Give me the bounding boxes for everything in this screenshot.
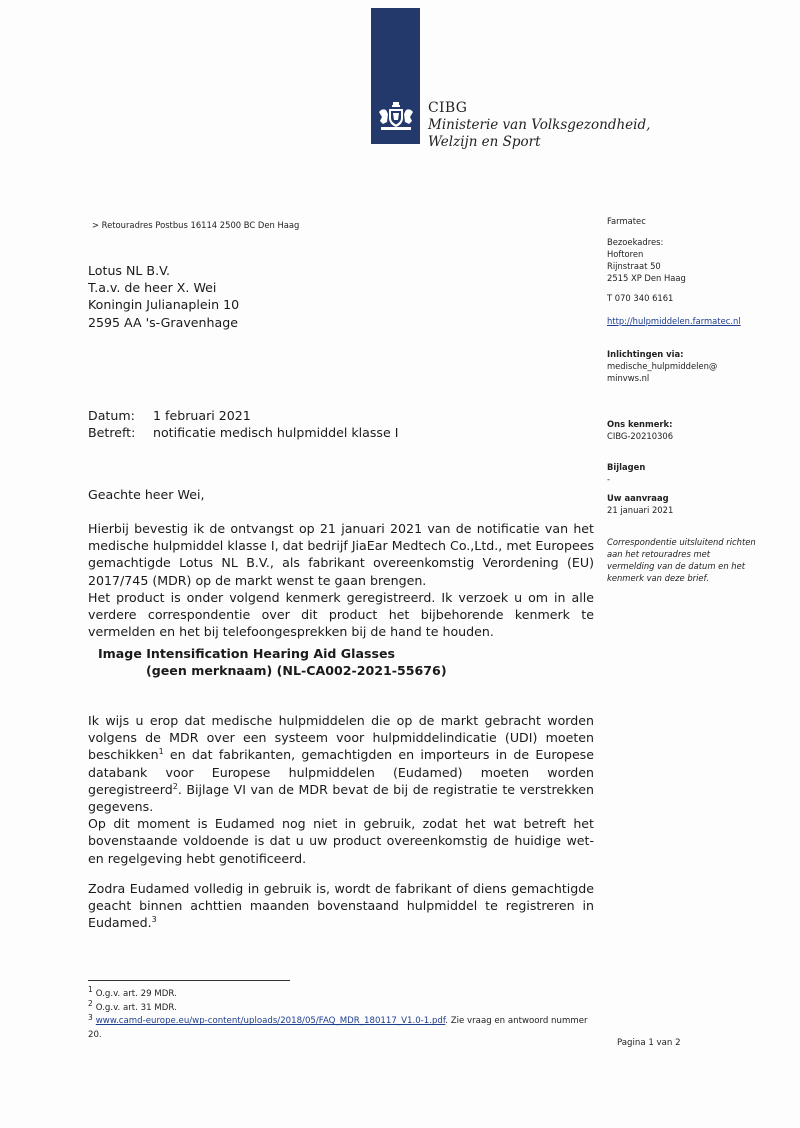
subject-value: notificatie medisch hulpmiddel klasse I [153, 425, 399, 441]
text-segment: Ik wijs u erop dat medische hulpmiddelen die op de markt gebracht worden volgens de MDR over een systeem voor hulpmiddelindicatie (UDI) moeten beschikken [88, 713, 594, 763]
dutch-coat-of-arms-icon [376, 100, 416, 134]
sidebar-attachments [607, 461, 787, 485]
org-abbreviation: CIBG [428, 100, 468, 116]
visit-address-label: Bezoekadres: [607, 237, 664, 247]
sidebar-request [607, 492, 787, 516]
info-email-line2: minvws.nl [607, 373, 650, 383]
paragraph-text: Op dit moment is Eudamed nog niet in gebruik, zodat het wat betreft het bovenstaande voldoende is dat u uw product overeenkomstig de huidige wet- en regelgeving hebt genotificeerd. [88, 816, 594, 866]
reference-value: CIBG-20210306 [607, 431, 674, 441]
paragraph-text [88, 880, 594, 932]
footnote-3 [88, 1012, 588, 1041]
ministry-name-line1: Ministerie van Volksgezondheid, [428, 117, 651, 133]
sidebar-phone: T 070 340 6161 [607, 293, 674, 303]
footnote-number: 2 [88, 998, 93, 1008]
sidebar-visit-address [607, 236, 787, 284]
visit-address-building: Hoftoren [607, 249, 644, 259]
ministry-name-block [428, 100, 650, 151]
paragraph-confirmation [88, 520, 594, 640]
date-value: 1 februari 2021 [153, 408, 251, 423]
recipient-company: Lotus NL B.V. [88, 263, 171, 278]
text-segment: . Bijlage VI van de MDR bevat de bij de registratie te verstrekken gegevens. [88, 781, 594, 815]
attachments-value: - [607, 474, 611, 484]
footnote-separator [88, 980, 290, 981]
footnote-text: O.g.v. art. 31 MDR. [95, 1002, 177, 1013]
sidebar-info [607, 348, 787, 384]
paragraph-registration-deadline [88, 880, 594, 932]
sidebar-correspondence-note: Correspondentie uitsluitend richten aan het retouradres met vermelding van de datum en het kenmerk van deze brief. [607, 537, 756, 583]
footnote-number: 3 [88, 1012, 93, 1022]
subject-row [88, 424, 398, 441]
recipient-postcode-city: 2595 AA 's-Gravenhage [88, 314, 238, 330]
letter-meta [88, 407, 398, 441]
recipient-attention: T.a.v. de heer X. Wei [88, 280, 217, 296]
info-label: Inlichtingen via: [607, 349, 684, 359]
product-name: Image Intensification Hearing Aid Glasses [98, 646, 395, 661]
product-reference: (geen merknaam) (NL-CA002-2021-55676) [146, 663, 447, 679]
visit-address-street: Rijnstraat 50 [607, 261, 661, 271]
ministry-logo-bar [371, 8, 420, 144]
footnote-ref-3[interactable]: 3 [151, 915, 157, 925]
footnote-text: . Zie vraag en antwoord nummer 20. [88, 1016, 588, 1040]
subject-label: Betreft: [88, 425, 136, 441]
page-number: Pagina 1 van 2 [617, 1038, 681, 1048]
salutation: Geachte heer Wei, [88, 487, 205, 502]
product-heading [98, 645, 447, 680]
footnote-2 [88, 998, 588, 1015]
camd-faq-link[interactable]: www.camd-europe.eu/wp-content/uploads/2018/05/FAQ_MDR_180117_V1.0-1.pdf [95, 1016, 446, 1027]
return-address: > Retouradres Postbus 16114 2500 BC Den Haag [92, 220, 300, 230]
text-segment: Zodra Eudamed volledig in gebruik is, wordt de fabrikant of diens gemachtigde geacht binnen achttien maanden bovenstaand hulpmiddel te registreren in Eudamed. [88, 881, 594, 931]
info-email-line1: medische_hulpmiddelen@ [607, 361, 718, 371]
request-value: 21 januari 2021 [607, 505, 674, 515]
footnote-1 [88, 985, 588, 1001]
paragraph-text [88, 712, 594, 815]
paragraph-text: Het product is onder volgend kenmerk geregistreerd. Ik verzoek u om in alle verdere correspondentie over dit product het bijbehorende kenmerk te vermelden en het bij telefoongesprekken bij de hand te houden. [88, 589, 594, 640]
text-segment: en dat fabrikanten, gemachtigden en importeurs in de Europese databank voor Europese hulpmiddelen (Eudamed) moeten worden geregistreerd [88, 747, 594, 797]
sidebar-reference [607, 418, 787, 442]
sidebar-website [607, 315, 787, 327]
footnotes [88, 985, 588, 1042]
attachments-label: Bijlagen [607, 462, 646, 472]
request-label: Uw aanvraag [607, 493, 669, 503]
sidebar-department: Farmatec [607, 216, 646, 226]
ministry-name-line2: Welzijn en Sport [428, 134, 541, 150]
visit-address-city: 2515 XP Den Haag [607, 273, 686, 283]
footnote-ref-2[interactable]: 2 [172, 781, 178, 791]
recipient-address [88, 262, 239, 331]
website-link[interactable]: http://hulpmiddelen.farmatec.nl [607, 316, 741, 326]
footnote-number: 1 [88, 985, 93, 995]
date-row [88, 407, 398, 424]
recipient-street: Koningin Julianaplein 10 [88, 297, 240, 313]
footnote-ref-1[interactable]: 1 [158, 747, 164, 757]
paragraph-udi-eudamed [88, 712, 594, 867]
date-label: Datum: [88, 408, 135, 423]
footnote-text: O.g.v. art. 29 MDR. [95, 989, 177, 999]
reference-label: Ons kenmerk: [607, 419, 673, 429]
paragraph-text: Hierbij bevestig ik de ontvangst op 21 januari 2021 van de notificatie van het medische hulpmiddel klasse I, dat bedrijf JiaEar Medtech Co.,Ltd., met Europees gemachtigde Lotus NL B.V., als fabrikant overeenkomstig Verordening (EU) 2017/745 (MDR) op de markt wenst te gaan brengen. [88, 521, 594, 588]
